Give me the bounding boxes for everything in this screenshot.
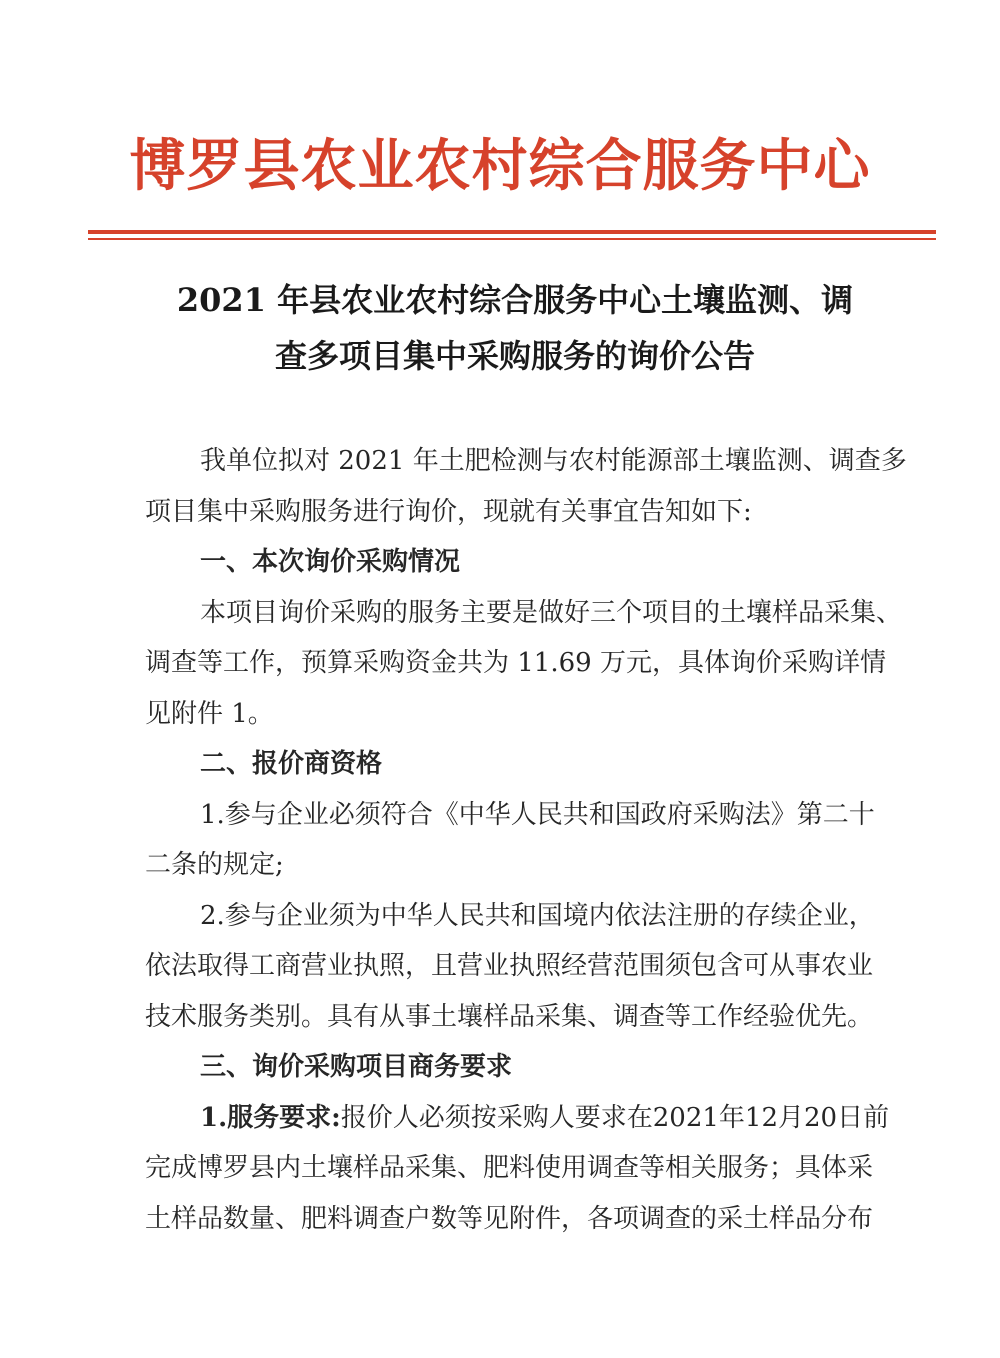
section-2-item-1-line-1: 1.参与企业必须符合《中华人民共和国政府采购法》第二十 xyxy=(200,799,875,830)
section-3-item-1-text: 报价人必须按采购人要求在2021年12月20日前 xyxy=(340,1102,890,1133)
section-3-item-1-label: 1.服务要求: xyxy=(200,1102,341,1133)
title-line-1: 2021 年县农业农村综合服务中心土壤监测、调 xyxy=(176,281,854,319)
section-2-item-1-line-2: 二条的规定; xyxy=(145,850,284,880)
letterhead-rule-thick xyxy=(88,230,936,234)
letterhead-title: 博罗县农业农村综合服务中心 xyxy=(129,133,871,199)
letterhead-rule-thin xyxy=(88,238,936,240)
section-3-item-1-line-2: 完成博罗县内土壤样品采集、肥料使用调查等相关服务；具体采 xyxy=(145,1153,874,1183)
section-3-item-1-line-1 xyxy=(145,1093,930,1144)
section-1-heading: 一、本次询价采购情况 xyxy=(200,547,461,577)
title-line-2: 查多项目集中采购服务的询价公告 xyxy=(274,337,755,375)
document-body xyxy=(145,436,930,1244)
section-2-heading: 二、报价商资格 xyxy=(200,749,383,779)
section-1-line-3: 见附件 1。 xyxy=(145,698,274,729)
intro-line-1: 我单位拟对 2021 年土肥检测与农村能源部土壤监测、调查多 xyxy=(200,446,907,476)
intro-line-2: 项目集中采购服务进行询价，现就有关事宜告知如下: xyxy=(145,496,752,527)
section-1-line-1: 本项目询价采购的服务主要是做好三个项目的土壤样品采集、 xyxy=(200,597,903,628)
section-3-item-1-line-3: 土样品数量、肥料调查户数等见附件，各项调查的采土样品分布 xyxy=(145,1203,874,1234)
section-1-line-2: 调查等工作，预算采购资金共为 11.69 万元，具体询价采购详情 xyxy=(145,648,886,678)
document-title xyxy=(100,272,930,384)
section-2-item-2-line-2: 依法取得工商营业执照，且营业执照经营范围须包含可从事农业 xyxy=(145,951,874,981)
section-2-item-2-line-1: 2.参与企业须为中华人民共和国境内依法注册的存续企业， xyxy=(200,900,875,931)
section-2-item-2-line-3: 技术服务类别。具有从事土壤样品采集、调查等工作经验优先。 xyxy=(145,1001,874,1032)
section-3-heading: 三、询价采购项目商务要求 xyxy=(200,1052,513,1082)
